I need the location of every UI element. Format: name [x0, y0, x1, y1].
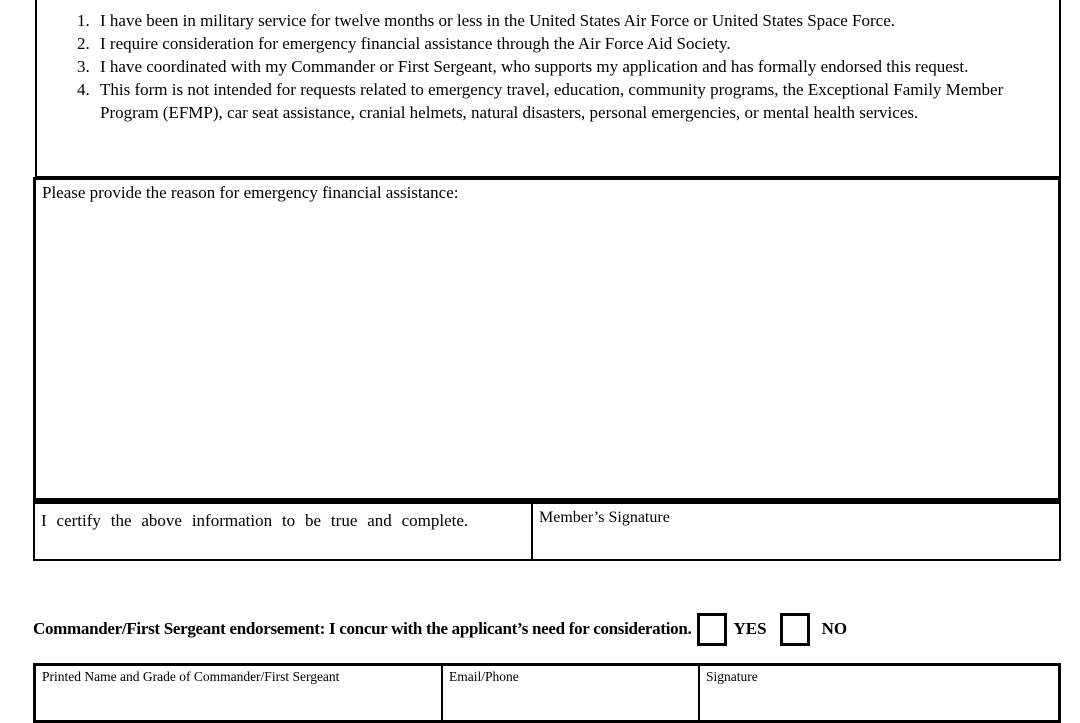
endorser-contact-field[interactable]	[443, 666, 700, 720]
yes-checkbox[interactable]	[697, 613, 727, 646]
eligibility-statements-box	[35, 0, 1061, 178]
member-signature-field[interactable]	[533, 504, 1059, 559]
endorsement-line	[33, 610, 1063, 648]
yes-label: YES	[733, 619, 767, 638]
eligibility-item-1: 1. I have been in military service for twelve months or less in the United States Air Force or United States Space Force.	[94, 9, 1059, 32]
certification-cell	[35, 504, 533, 559]
certification-statement: I certify the above information to be true and complete.	[41, 511, 469, 530]
reason-box	[33, 177, 1061, 501]
eligibility-item-4: 4. This form is not intended for requests related to emergency travel, education, community programs, the Exceptional Family Member Program (EFMP), car seat assistance, cranial helmets, natural disasters, personal emergencies, or mental health services.	[94, 78, 1059, 124]
eligibility-item-3: 3. I have coordinated with my Commander or First Sergeant, who supports my application and has formally endorsed this request.	[94, 55, 1059, 78]
no-label: NO	[821, 619, 848, 638]
endorser-name-label: Printed Name and Grade of Commander/First Sergeant	[42, 669, 340, 684]
certification-row	[33, 501, 1061, 561]
endorser-info-row	[33, 663, 1061, 723]
no-checkbox[interactable]	[780, 613, 810, 646]
endorser-contact-label: Email/Phone	[449, 669, 519, 684]
member-signature-label: Member’s Signature	[539, 509, 670, 526]
endorser-signature-field[interactable]	[700, 666, 1058, 720]
endorser-name-field[interactable]	[36, 666, 443, 720]
eligibility-item-2: 2. I require consideration for emergency financial assistance through the Air Force Aid Society.	[94, 32, 1059, 55]
endorsement-statement: Commander/First Sergeant endorsement: I concur with the applicant’s need for consideration.	[33, 619, 692, 638]
reason-label: Please provide the reason for emergency financial assistance:	[42, 183, 459, 202]
reason-input-area[interactable]	[36, 206, 1058, 498]
eligibility-list	[37, 9, 1059, 124]
endorser-signature-label: Signature	[706, 669, 758, 684]
